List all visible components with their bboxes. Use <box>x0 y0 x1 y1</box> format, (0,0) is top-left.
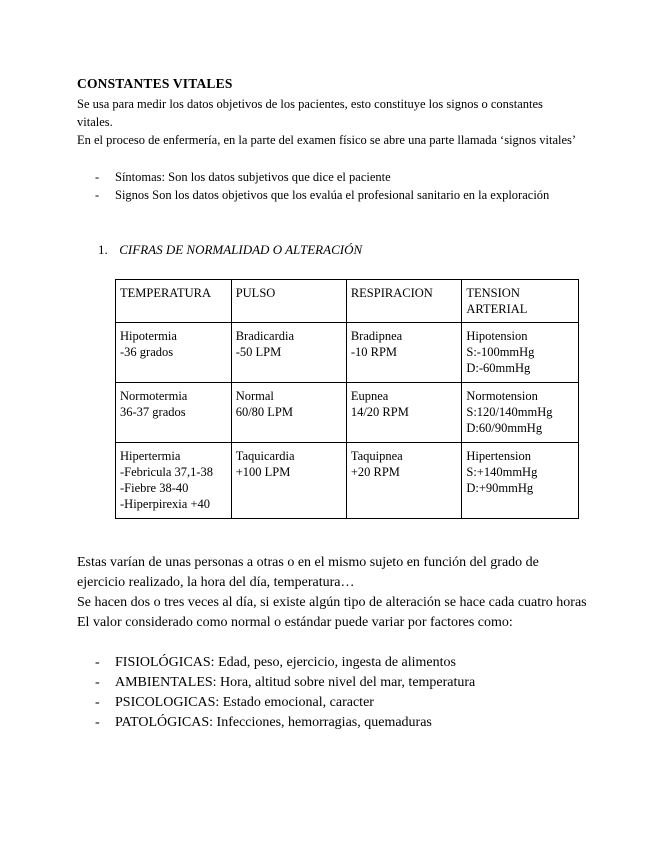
table-row <box>116 383 579 443</box>
table-header-row <box>116 280 579 323</box>
header-pulse: PULSO <box>231 280 346 323</box>
intro-paragraph-1: Se usa para medir los datos objetivos de los pacientes, esto constituye los signos o constantes vitales. <box>77 97 543 129</box>
header-temperature: TEMPERATURA <box>116 280 232 323</box>
list-item: - Síntomas: Son los datos subjetivos que dice el paciente <box>77 168 557 186</box>
intro-paragraph-2: En el proceso de enfermería, en la parte del examen físico se abre una parte llamada ‘signos vitales’ <box>77 133 577 147</box>
table-cell: Eupnea 14/20 RPM <box>346 383 462 443</box>
intro-section <box>77 95 577 149</box>
list-item: - Signos Son los datos objetivos que los evalúa el profesional sanitario en la exploración <box>77 186 557 204</box>
explanation-paragraph-3: El valor considerado como normal o estándar puede variar por factores como: <box>77 615 513 630</box>
section-title-text: CIFRAS DE NORMALIDAD O ALTERACIÓN <box>119 242 363 257</box>
table-cell: Hipotension S:-100mmHg D:-60mmHg <box>462 323 579 383</box>
section-title <box>98 242 362 258</box>
explanation-section <box>77 553 587 633</box>
table-cell: Normal 60/80 LPM <box>231 383 346 443</box>
header-respiration: RESPIRACION <box>346 280 462 323</box>
vital-signs-table <box>115 279 579 519</box>
table-cell: Hipertermia -Febricula 37,1-38 -Fiebre 38-40 -Hiperpirexia +40 <box>116 443 232 519</box>
list-item: - PSICOLOGICAS: Estado emocional, caracter <box>77 693 587 713</box>
table-cell: Bradipnea -10 RPM <box>346 323 462 383</box>
table-row <box>116 323 579 383</box>
factors-list <box>77 653 587 733</box>
list-item: - FISIOLÓGICAS: Edad, peso, ejercicio, ingesta de alimentos <box>77 653 587 673</box>
table-cell: Normotermia 36-37 grados <box>116 383 232 443</box>
table-cell: Normotension S:120/140mmHg D:60/90mmHg <box>462 383 579 443</box>
symptoms-signs-list <box>77 168 557 204</box>
table-cell: Taquipnea +20 RPM <box>346 443 462 519</box>
table-row <box>116 443 579 519</box>
header-blood-pressure: TENSION ARTERIAL <box>462 280 579 323</box>
table-cell: Taquicardia +100 LPM <box>231 443 346 519</box>
section-number: 1. <box>98 242 108 257</box>
list-item: - AMBIENTALES: Hora, altitud sobre nivel del mar, temperatura <box>77 673 587 693</box>
document-heading: CONSTANTES VITALES <box>77 76 233 91</box>
explanation-paragraph-2: Se hacen dos o tres veces al día, si existe algún tipo de alteración se hace cada cuatro horas <box>77 595 587 610</box>
list-item: - PATOLÓGICAS: Infecciones, hemorragias, quemaduras <box>77 713 587 733</box>
table-cell: Hipertension S:+140mmHg D:+90mmHg <box>462 443 579 519</box>
table-cell: Bradicardia -50 LPM <box>231 323 346 383</box>
table-cell: Hipotermia -36 grados <box>116 323 232 383</box>
explanation-paragraph-1: Estas varían de unas personas a otras o en el mismo sujeto en función del grado de ejercicio realizado, la hora del día, temperatura… <box>77 555 539 590</box>
